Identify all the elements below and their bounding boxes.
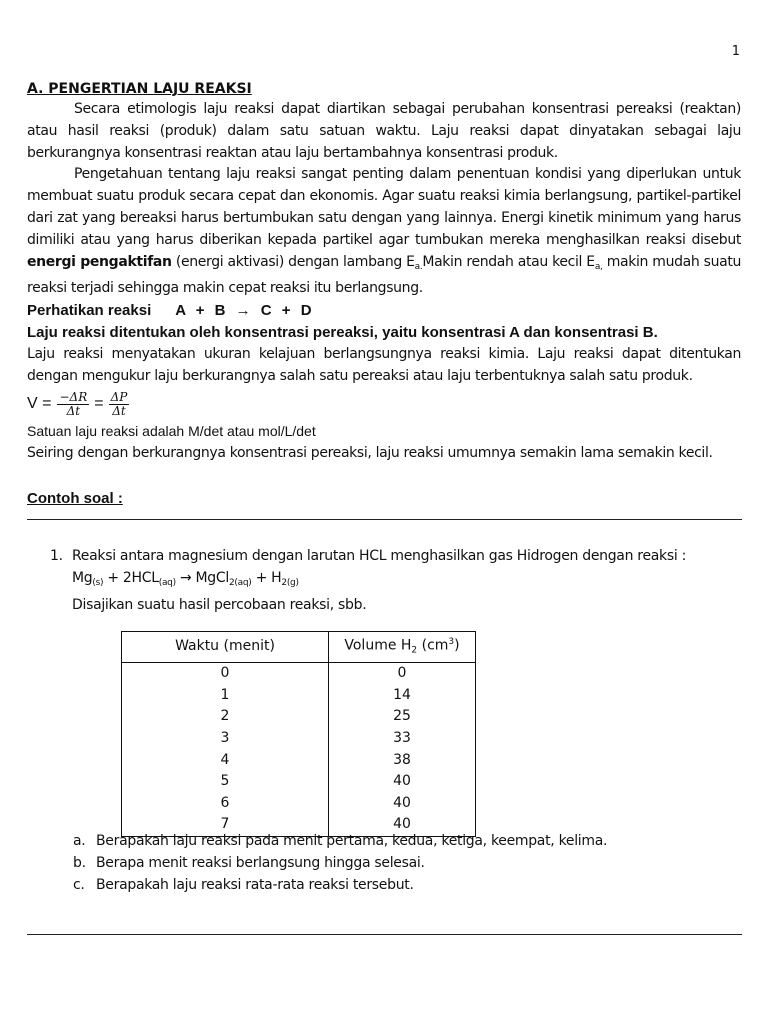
fraction-product-numerator: ΔP [110,389,128,404]
section-title: A. PENGERTIAN LAJU REAKSI [27,81,252,97]
seiring-line: Seiring dengan berkurangnya konsentrasi pereaksi, laju reaksi umumnya semakin lama semakin kecil. [27,445,713,462]
option-text: Berapakah laju reaksi pada menit pertama, kedua, ketiga, keempat, kelima. [96,833,608,849]
option-c [73,874,733,896]
page-number: 1 [731,44,740,59]
paragraph-pengetahuan [27,164,741,300]
option-label: c. [73,877,85,893]
cell-waktu: 1 [122,685,329,707]
question-1 [50,545,740,616]
perhatikan-label: Perhatikan reaksi [27,302,152,320]
cell-volume: 40 [329,814,476,836]
data-table [121,631,476,837]
table-row [122,706,476,728]
option-b [73,852,733,874]
table-row [122,728,476,750]
table-row [122,771,476,793]
header-volume [329,632,476,663]
bold-statement: Laju reaksi ditentukan oleh konsentrasi pereaksi, yaitu konsentrasi A dan konsentrasi B. [27,323,658,341]
perhatikan-line [27,300,741,322]
h2-sub: 2(g) [281,578,299,588]
fraction-reactant-numerator: −ΔR [59,389,88,404]
cell-waktu: 2 [122,706,329,728]
para2-text-d: makin mudah suatu reaksi terjadi sehingga makin cepat reaksi itu berlangsung. [27,253,741,297]
paragraph-laju-reaksi: Laju reaksi menyatakan ukuran kelajuan berlangsungnya reaksi kimia. Laju reaksi dapat ditentukan dengan mengukur laju berkurangnya salah satu pereaksi atau laju terbentuknya salah satu produk. [27,345,741,384]
cell-volume: 38 [329,750,476,772]
fraction-reactant-denominator: Δt [66,403,81,418]
cell-volume: 40 [329,793,476,815]
cell-waktu: 6 [122,793,329,815]
main-content [27,80,741,507]
h2-text: + H [251,570,282,586]
cell-waktu: 0 [122,663,329,685]
option-label: b. [73,855,86,871]
cell-volume: 14 [329,685,476,707]
satuan-line: Satuan laju reaksi adalah M/det atau mol/L/det [27,423,316,440]
disajikan-line: Disajikan suatu hasil percobaan reaksi, sbb. [72,597,367,613]
ea-subscript-1: a. [414,261,423,272]
formula-lhs: V = [27,395,52,413]
cell-volume: 33 [329,728,476,750]
header-volume-unit: (cm [417,637,449,654]
cell-waktu: 5 [122,771,329,793]
header-volume-text: Volume H [344,637,412,654]
cell-waktu: 4 [122,750,329,772]
cell-volume: 25 [329,706,476,728]
reaction-line [50,567,740,594]
fraction-product [109,391,130,418]
para2-text-c: Makin rendah atau kecil E [422,253,595,270]
mgcl-sub: 2(aq) [228,578,252,588]
header-volume-close: ) [454,637,460,654]
contoh-soal-heading: Contoh soal : [27,489,123,507]
paragraph-etimologis: Secara etimologis laju reaksi dapat diartikan sebagai perubahan konsentrasi pereaksi (reaktan) atau hasil reaksi (produk) dalam satu satuan waktu. Laju reaksi dapat dinyatakan sebagai laju berkurangnya konsentrasi reaktan atau laju bertambahnya konsentrasi produk. [27,101,741,161]
question-text: Reaksi antara magnesium dengan larutan HCL menghasilkan gas Hidrogen dengan reaksi : [72,548,686,564]
table-row [122,750,476,772]
para2-text-a: Pengetahuan tentang laju reaksi sangat penting dalam penentuan kondisi yang diperlukan untuk membuat suatu produk secara cepat dan ekonomis. Agar suatu reaksi kimia berlangsung, partikel-partikel dari zat yang bereaksi harus bertumbukan satu dengan yang lainnya. Energi kinetik minimum yang harus dimiliki atau yang harus diberikan kepada partikel agar tumbukan mereka menghasilkan reaksi disebut [27,166,741,248]
cell-volume: 0 [329,663,476,685]
formula-equals: = [94,395,104,413]
cell-waktu: 3 [122,728,329,750]
para2-text-b: (energi aktivasi) dengan lambang E [171,253,415,270]
table-header-row [122,632,476,663]
mg-text: Mg [72,570,93,586]
table-row [122,663,476,685]
option-a [73,830,733,852]
mg-sub: (s) [92,578,104,588]
option-label: a. [73,833,86,849]
header-volume-sup: 3 [448,637,455,647]
cell-waktu: 7 [122,814,329,836]
hcl-text: + 2HCL [103,570,159,586]
header-volume-sub: 2 [411,645,418,656]
question-text-line [50,545,740,567]
ea-subscript-2: a, [594,261,603,272]
fraction-product-denominator: Δt [112,403,126,418]
header-waktu: Waktu (menit) [122,632,329,663]
table-row [122,793,476,815]
hcl-sub: (aq) [158,578,176,588]
question-number: 1. [50,548,63,564]
question-options [73,830,733,896]
fraction-reactant [57,391,89,418]
arrow-text: → MgCl [175,570,229,586]
option-text: Berapa menit reaksi berlangsung hingga selesai. [96,855,425,871]
divider-bottom [27,934,742,935]
option-text: Berapakah laju reaksi rata-rata reaksi tersebut. [96,877,414,893]
energi-pengaktifan-term: energi pengaktifan [27,253,172,270]
divider-top [27,519,742,520]
cell-volume: 40 [329,771,476,793]
rate-formula [27,387,741,421]
table-row [122,685,476,707]
reaction-equation: A + B → C + D [175,302,312,320]
